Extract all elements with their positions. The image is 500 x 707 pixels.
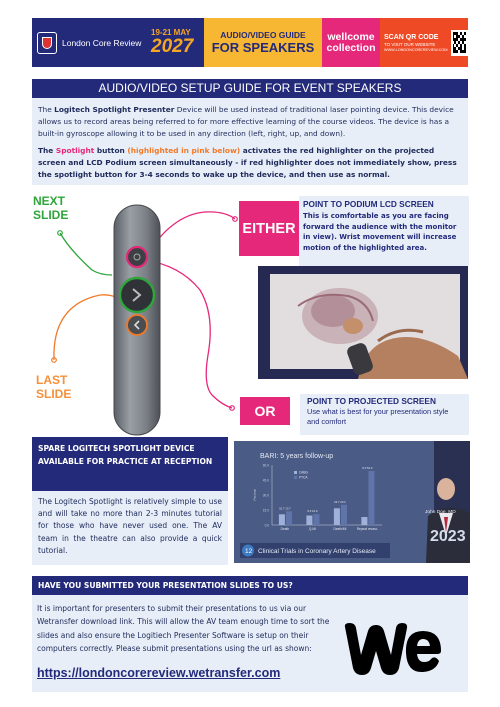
slide-bar-ptca xyxy=(368,471,374,525)
slide-bar-cabg xyxy=(279,514,285,525)
either-badge: EITHER xyxy=(239,201,299,256)
last-slide-button xyxy=(127,315,147,335)
org-name: London Core Review xyxy=(62,37,142,48)
event-year: 2027 xyxy=(151,36,194,57)
wetransfer-link[interactable]: https://londoncorereview.wetransfer.com xyxy=(37,666,281,680)
slide-bar-cabg xyxy=(334,508,340,525)
qr-subtitle: TO VISIT OUR WEBSITE xyxy=(384,41,436,47)
slide-chart-title: BARI: 5 years follow-up xyxy=(260,453,334,460)
slide-bar-cabg xyxy=(361,517,367,525)
highlight-note: (highlighted in pink below) xyxy=(127,145,241,155)
slide-legend-label: CABG xyxy=(299,470,309,475)
device-name: Logitech Spotlight Presenter xyxy=(54,105,175,114)
slide-category-label: Q-MI xyxy=(308,527,316,531)
qr-block[interactable] xyxy=(380,18,468,67)
spare-heading: SPARE LOGITECH SPOTLIGHT DEVICE AVAILABLE FOR PRACTICE AT RECEPTION xyxy=(32,437,228,491)
or-badge: OR xyxy=(240,397,290,425)
slide-category-label: Death/MI xyxy=(333,527,347,531)
submit-body: It is important for presenters to submit their presentations to us via our Wetransfer download link. This will allow the AV team enough time to sort the slides and also ensure the Logitiech Presenter Software is setup on their computers correctly. Please submit presentations using the url as shown: xyxy=(37,604,330,654)
wetransfer-logo-icon xyxy=(341,613,453,681)
qr-title: SCAN QR CODE xyxy=(384,33,439,41)
event-dates: 19-21 MAY xyxy=(151,28,191,37)
slide-value-label: 16.7 20.2 xyxy=(334,499,346,504)
last-slide-label: LAST SLIDE xyxy=(36,373,72,401)
slide-y-label: Percent xyxy=(253,489,257,501)
qr-url: WWW.LONDONCOREREVIEW.COM xyxy=(384,47,448,52)
or-title: POINT TO PROJECTED SCREEN xyxy=(307,396,436,406)
slide-big-year: 2023 xyxy=(430,528,466,545)
submit-heading: HAVE YOU SUBMITTED YOUR PRESENTATION SLIDES TO US? xyxy=(32,576,468,595)
intro-paragraph-2: The Spotlight button (highlighted in pink below) activates the red highlighter on the projected screen and LCD Podium screen simultaneously - if red highlighter does not immediately show, press the spotlight button for 3-4 seconds to wake up the device, and then use as normal. xyxy=(38,145,457,180)
slide-y-tick: 0.0 xyxy=(264,523,269,528)
slide-category-label: Repeat revasc. xyxy=(356,527,379,531)
spare-device-panel xyxy=(32,437,228,565)
slide-value-label: 10.7 13.7 xyxy=(279,506,291,511)
next-slide-label: NEXT SLIDE xyxy=(33,194,69,222)
or-text: Use what is best for your presentation style and comfort xyxy=(307,407,449,426)
spotlight-remote-illustration xyxy=(40,195,240,440)
header-banner xyxy=(32,18,468,67)
slide-y-tick: 15.0 xyxy=(262,508,269,513)
spotlight-button xyxy=(127,247,147,267)
podium-screen-photo xyxy=(258,266,468,379)
guide-block xyxy=(204,18,322,67)
page-title: AUDIO/VIDEO SETUP GUIDE FOR EVENT SPEAKERS xyxy=(32,79,468,98)
slide-y-tick: 60.0 xyxy=(262,463,269,468)
slide-legend-label: PTCA xyxy=(299,475,308,480)
slide-banner-text: Clinical Trials in Coronary Artery Disease xyxy=(258,548,376,555)
slide-value-label: 8.0 54.0 xyxy=(362,466,373,470)
slide-bar-ptca xyxy=(286,511,292,525)
guide-line-2: FOR SPEAKERS xyxy=(211,40,315,55)
slide-category-label: Death xyxy=(280,527,290,531)
date-block xyxy=(149,18,204,67)
spotlight-word: Spotlight xyxy=(55,145,95,155)
guide-line-1: AUDIO/VIDEO GUIDE xyxy=(220,30,306,40)
slide-y-tick: 45.0 xyxy=(262,478,269,483)
slide-bar-cabg xyxy=(306,516,312,526)
submit-panel xyxy=(32,595,468,692)
slide-banner-number: 12 xyxy=(245,548,253,555)
venue-logo xyxy=(322,18,380,67)
slide-y-tick: 30.0 xyxy=(262,493,269,498)
either-title: POINT TO PODIUM LCD SCREEN xyxy=(303,199,434,209)
or-panel xyxy=(300,394,469,435)
either-panel xyxy=(299,196,469,266)
slide-legend-swatch xyxy=(294,476,297,479)
spare-body: The Logitech Spotlight is relatively simple to use and will take no more than 2-3 minutes tutorial for those who have never used one. The AV team in the theatre can also provide a quick tutorial. xyxy=(38,497,222,555)
slide-bar-ptca xyxy=(341,505,347,525)
intro-panel xyxy=(32,98,468,185)
next-slide-button xyxy=(120,278,154,312)
projected-screen-photo xyxy=(234,441,470,563)
slide-legend-swatch xyxy=(294,471,297,474)
qr-code-icon[interactable] xyxy=(451,30,469,56)
venue-line-1: wellcome xyxy=(327,30,375,43)
crest-icon xyxy=(37,32,57,54)
slide-bar-ptca xyxy=(313,514,319,525)
speaker-name: John Doe, MD xyxy=(425,510,456,515)
either-text: This is comfortable as you are facing forward the audience with the monitor in view). Wrist movement will increase motion of the highlighted area. xyxy=(303,212,457,252)
intro-paragraph-1: The Logitech Spotlight Presenter Device will be used instead of traditional laser pointing device. This device allows us to record areas being referred to for more effective learning of the course videos. The device is has a built-in gyroscope allowing it to be used in any direction (left, right, up, and down). xyxy=(38,105,454,139)
venue-line-2: collection xyxy=(326,41,376,54)
slide-value-label: 9.5 10.9 xyxy=(307,509,318,514)
org-block xyxy=(32,18,149,67)
